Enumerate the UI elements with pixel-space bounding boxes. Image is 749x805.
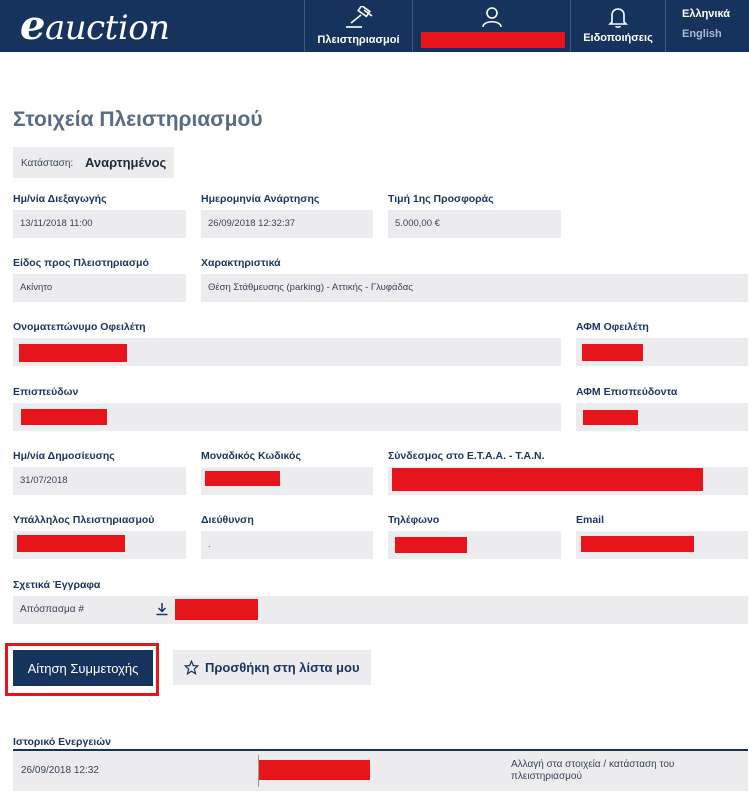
address-field xyxy=(201,531,373,559)
characteristics-field xyxy=(201,274,748,302)
redacted-creditor xyxy=(21,409,107,425)
characteristics-label: Χαρακτηριστικά xyxy=(201,257,281,269)
debtor-name-field xyxy=(13,338,561,366)
nav-auctions[interactable] xyxy=(305,0,412,52)
first-bid-value: 5.000,00 € xyxy=(395,218,440,229)
language-switcher xyxy=(666,0,749,52)
phone-label: Τηλέφωνο xyxy=(388,514,440,526)
nav-notifications[interactable] xyxy=(571,0,665,52)
eauction-logo[interactable]: eauction xyxy=(20,2,170,49)
unique-code-field xyxy=(201,467,373,495)
debtor-name-label: Ονοματεπώνυμο Οφειλέτη xyxy=(13,321,146,333)
table-row xyxy=(13,751,748,791)
status-label: Κατάσταση: xyxy=(21,158,74,169)
debtor-afm-label: ΑΦΜ Οφειλέτη xyxy=(576,321,649,333)
creditor-field xyxy=(13,403,561,431)
redacted-etaa-link[interactable] xyxy=(392,468,703,491)
publication-date-field xyxy=(13,467,186,495)
etaa-link-field xyxy=(388,467,748,495)
document-name: Απόσπασμα # xyxy=(20,604,84,615)
star-outline-icon xyxy=(184,660,199,675)
phone-field xyxy=(388,531,561,559)
item-type-label: Είδος προς Πλειστηριασμό xyxy=(13,257,149,269)
redacted-history-user xyxy=(259,760,370,780)
debtor-afm-field xyxy=(576,338,748,366)
publication-date-label: Ημ/νία Δημοσίευσης xyxy=(13,450,115,462)
add-to-list-label: Προσθήκη στη λίστα μου xyxy=(205,660,360,675)
address-label: Διεύθυνση xyxy=(201,514,254,526)
etaa-link-label: Σύνδεσμος στο Ε.Τ.Α.Α. - Τ.Α.Ν. xyxy=(388,450,545,462)
posting-date-value: 26/09/2018 12:32:37 xyxy=(208,218,296,229)
auction-date-field xyxy=(13,210,186,238)
history-title: Ιστορικό Ενεργειών xyxy=(13,736,111,748)
user-icon xyxy=(481,6,503,28)
lang-greek[interactable]: Ελληνικά xyxy=(682,8,730,20)
redacted-debtor-name xyxy=(19,344,127,362)
documents-label: Σχετικά Έγγραφα xyxy=(13,579,101,591)
nav-auctions-label: Πλειστηριασμοί xyxy=(317,34,400,46)
officer-label: Υπάλληλος Πλειστηριασμού xyxy=(13,514,155,526)
auction-date-label: Ημ/νία Διεξαγωγής xyxy=(13,193,107,205)
auction-date-value: 13/11/2018 11:00 xyxy=(20,218,93,229)
redacted-username xyxy=(421,32,565,48)
bell-icon xyxy=(607,6,629,28)
apply-participation-button[interactable]: Αίτηση Συμμετοχής xyxy=(13,650,153,686)
status-badge xyxy=(13,147,174,178)
redacted-document-link[interactable] xyxy=(175,599,258,620)
item-type-field xyxy=(13,274,186,302)
document-row xyxy=(13,596,748,624)
redacted-email xyxy=(581,536,694,552)
posting-date-label: Ημερομηνία Ανάρτησης xyxy=(201,193,320,205)
history-date: 26/09/2018 12:32 xyxy=(21,765,99,776)
publication-date-value: 31/07/2018 xyxy=(20,475,68,486)
redacted-phone xyxy=(395,537,467,553)
unique-code-label: Μοναδικός Κωδικός xyxy=(201,450,301,462)
redacted-debtor-afm xyxy=(582,344,643,361)
creditor-afm-field xyxy=(576,403,748,431)
email-field xyxy=(576,531,748,559)
redacted-officer xyxy=(17,535,125,552)
redacted-unique-code xyxy=(205,471,280,486)
download-icon[interactable] xyxy=(155,602,169,616)
lang-english[interactable]: English xyxy=(682,28,722,40)
nav-user-account[interactable] xyxy=(413,0,570,52)
address-value: . xyxy=(208,539,211,550)
gavel-icon xyxy=(342,6,376,30)
item-type-value: Ακίνητο xyxy=(20,282,53,293)
redacted-creditor-afm xyxy=(583,410,638,425)
posting-date-field xyxy=(201,210,373,238)
creditor-afm-label: ΑΦΜ Επισπεύδοντα xyxy=(576,386,678,398)
page-title: Στοιχεία Πλειστηριασμού xyxy=(13,108,263,131)
officer-field xyxy=(13,531,186,559)
nav-notifications-label: Ειδοποιήσεις xyxy=(583,32,653,44)
status-value: Αναρτημένος xyxy=(85,155,167,170)
add-to-list-button[interactable] xyxy=(173,650,371,685)
email-label: Email xyxy=(576,514,605,526)
creditor-label: Επισπεύδων xyxy=(13,386,79,398)
top-header xyxy=(0,0,749,52)
characteristics-value: Θέση Στάθμευσης (parking) - Αττικής - Γλυφάδας xyxy=(208,282,413,293)
first-bid-field xyxy=(388,210,561,238)
first-bid-label: Τιμή 1ης Προσφοράς xyxy=(388,193,494,205)
history-action: Αλλαγή στα στοιχεία / κατάσταση του πλειστηριασμού xyxy=(511,759,675,782)
